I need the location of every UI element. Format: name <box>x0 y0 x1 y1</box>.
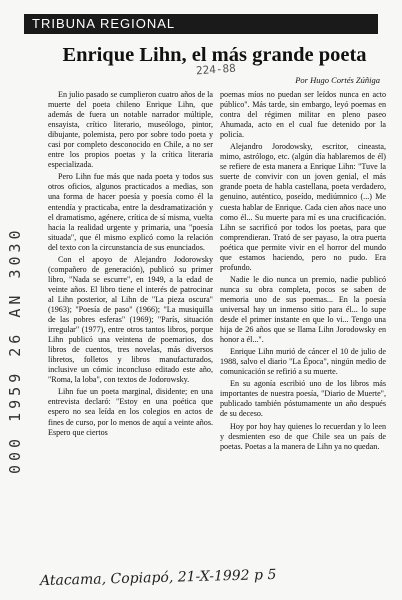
paragraph: Con el apoyo de Alejandro Jodorowsky (compañero de generación), publicó su primer libro, "Nada se escurre", en 1949, a la edad de veinte años. El libro tiene el interés de patrocinar al Lihn posterior, al Lihn de "La pieza oscura" (1963); "Poesía de paso" (1966); "La musiquilla de las pobres esferas" (1969); "París, situación irregular" (1977), entre otros tantos libros, porque Lihn publicó una veintena de poemarios, dos libros de cuentos, tres novelas, más diversos libretos, folletos y libros manufacturados, inclusive un cómic inconcluso editado este año, "Roma, la loba", con textos de Jodorowsky. <box>48 254 213 385</box>
archive-stamp: 000 1959 26 AN 3030 <box>6 226 24 474</box>
section-label: TRIBUNA REGIONAL <box>32 16 176 31</box>
article-headline: Enrique Lihn, el más grande poeta <box>62 44 367 66</box>
paragraph: Hoy por hoy hay quienes lo recuerdan y lo leen y desmienten eso de que Chile sea un país de poetas. Poetas a la manera de Lihn ya no quedan. <box>220 421 386 451</box>
paragraph: Pero Lihn fue más que nada poeta y todos sus otros oficios, algunos practicados a medias, son una forma de hacer poesía y poesía como él la entendía y practicaba, entre la desdramatización y el dramatismo, agénere, crítica de sí misma, vuelta hacia la realidad urgente y primaria, una "poesía situada", que él mismo explicó como la relación del texto con la circunstancia de sus enunciados. <box>48 172 213 252</box>
column-left <box>48 90 213 440</box>
paragraph: Enrique Lihn murió de cáncer el 10 de julio de 1988, salvo el diario "La Época", ningún medio de comunicación se refirió a su muerte. <box>220 347 386 377</box>
handwritten-reference: 224-88 <box>195 61 237 78</box>
column-right <box>220 90 386 454</box>
paragraph: En julio pasado se cumplieron cuatro años de la muerte del poeta chileno Enrique Lihn, que además de fuera un notable narrador múltiple, ensayista, crítico literario, museólogo, pintor, dibujante, polemista, pero por sobre todo poeta y casi por completo desconocido en Chile, a no ser entre los propios poetas y la crítica literaria especializada. <box>48 90 213 170</box>
paragraph: Alejandro Jorodowsky, escritor, cineasta, mimo, astrólogo, etc. (algún día hablaremos de él) se refiere de esta manera a Enrique Lihn: "Tuve la suerte de convivir con un joven genial, el más grande poeta de habla castellana, poeta verdadero, genuino, auténtico, poseído, mediúmnico (...) Me cuesta hablar de Enrique. Cada cien años nace uno como él... Su muerte para mí es una crucificación. Lihn se sacrificó por todos los poetas, para que comprendieran. Trató de ser payaso, la otra puerta poética que permite vivir en el horror del mundo que estamos haciendo, pero no pudo. Era profundo. <box>220 142 386 272</box>
paragraph: En su agonía escribió uno de los libros más importantes de nuestra poesía, "Diario de Muerte", publicado también póstumamente un año después de su deceso. <box>220 379 386 419</box>
paragraph: Nadie le dio nunca un premio, nadie publicó nunca su obra completa, pocos se saben de memoria uno de sus poemas... En la poesía universal hay un inmenso sitio para él... lo supe desde el primer instante en que lo vi... Tengo una hija de 26 años que se llama Lihn Jorodowsky en honor a él...". <box>220 274 386 345</box>
section-rubric <box>24 14 378 34</box>
paragraph: Lihn fue un poeta marginal, disidente; en una entrevista declaró: "Estoy en una poética que espero no sea leída en los colegios en actos de fines de curso, por lo menos de aquí a veinte años. Espero que ciertos <box>48 387 213 437</box>
paragraph: poemas míos no puedan ser leídos nunca en acto público". Más tarde, sin embargo, leyó poemas en contra del régimen militar en pleno paseo Ahumada, acto en el cual fue detenido por la policía. <box>220 90 386 140</box>
handwritten-source-note: Atacama, Copiapó, 21-X-1992 p 5 <box>39 566 277 590</box>
article-byline: Por Hugo Cortés Zúñiga <box>295 75 380 85</box>
